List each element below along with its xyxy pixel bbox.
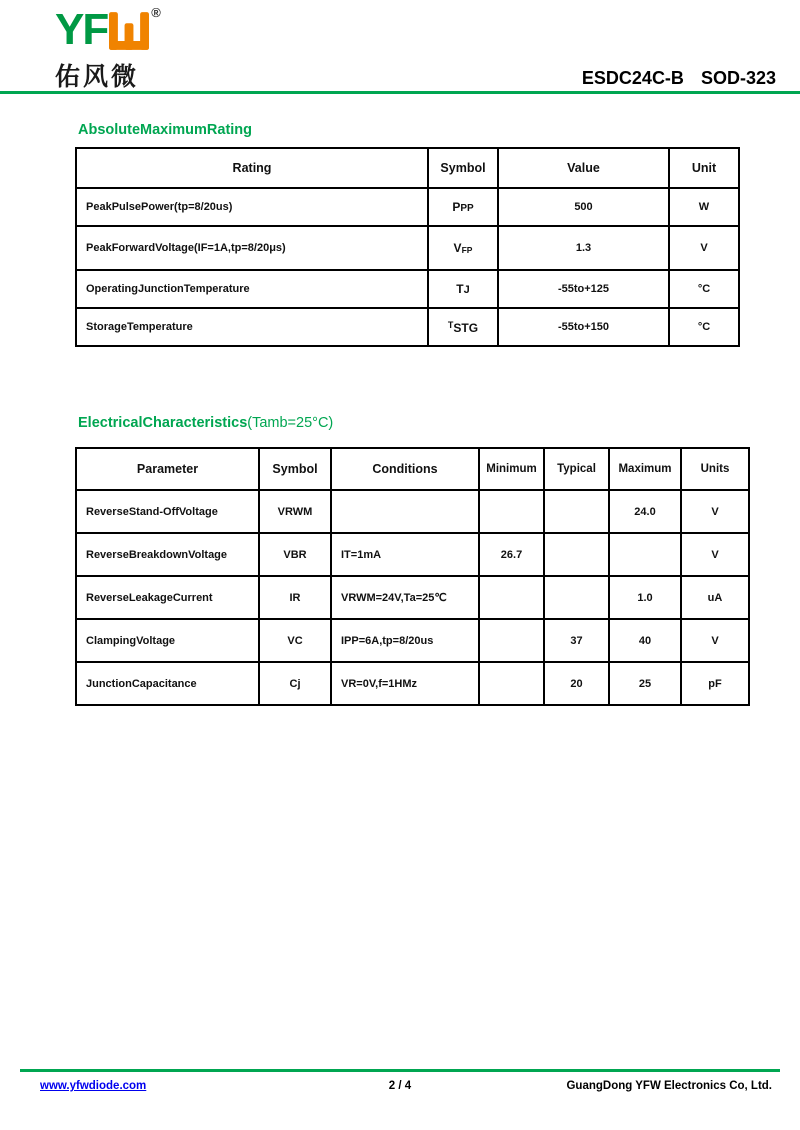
col-typical: Typical bbox=[544, 448, 609, 490]
page-number: 2 / 4 bbox=[388, 1080, 412, 1092]
conditions-cell: IPP=6A,tp=8/20us bbox=[331, 619, 479, 662]
unit-cell: V bbox=[669, 226, 739, 270]
table-row bbox=[76, 226, 739, 270]
symbol-cell bbox=[428, 226, 498, 270]
rating-cell: OperatingJunctionTemperature bbox=[76, 270, 428, 308]
value-cell: 1.3 bbox=[498, 226, 669, 270]
table-row bbox=[76, 308, 739, 346]
table-row bbox=[76, 662, 749, 705]
symbol-cell: VC bbox=[259, 619, 331, 662]
table-row bbox=[76, 576, 749, 619]
value-cell: -55to+125 bbox=[498, 270, 669, 308]
symbol-main: T bbox=[447, 319, 454, 330]
conditions-cell: VR=0V,f=1HMz bbox=[331, 662, 479, 705]
units-cell: uA bbox=[681, 576, 749, 619]
registered-mark: ® bbox=[151, 5, 161, 20]
min-cell bbox=[479, 619, 544, 662]
symbol-cell: VRWM bbox=[259, 490, 331, 533]
typ-cell bbox=[544, 490, 609, 533]
abs-max-table bbox=[75, 147, 740, 347]
units-cell: V bbox=[681, 490, 749, 533]
units-cell: V bbox=[681, 533, 749, 576]
symbol-main: P bbox=[452, 200, 461, 214]
col-minimum: Minimum bbox=[479, 448, 544, 490]
symbol-cell: IR bbox=[259, 576, 331, 619]
symbol-sub: FP bbox=[461, 245, 473, 255]
min-cell bbox=[479, 662, 544, 705]
col-units: Units bbox=[681, 448, 749, 490]
elec-char-heading-condition: (Tamb=25°C) bbox=[247, 415, 334, 431]
unit-cell: °C bbox=[669, 270, 739, 308]
value-cell: 500 bbox=[498, 188, 669, 226]
symbol-cell bbox=[428, 188, 498, 226]
header-divider bbox=[0, 91, 800, 94]
symbol-cell: VBR bbox=[259, 533, 331, 576]
website-link[interactable]: www.yfwdiode.com bbox=[40, 1080, 147, 1092]
logo-chinese-name: 佑风微 bbox=[55, 63, 140, 91]
rating-cell: StorageTemperature bbox=[76, 308, 428, 346]
page-title bbox=[582, 68, 776, 89]
max-cell: 24.0 bbox=[609, 490, 681, 533]
symbol-sub: J bbox=[463, 284, 470, 296]
symbol-main: V bbox=[453, 241, 462, 255]
unit-cell: °C bbox=[669, 308, 739, 346]
elec-char-heading bbox=[78, 415, 333, 431]
table-row bbox=[76, 188, 739, 226]
parameter-cell: ReverseStand-OffVoltage bbox=[76, 490, 259, 533]
max-cell: 40 bbox=[609, 619, 681, 662]
unit-cell: W bbox=[669, 188, 739, 226]
part-number: ESDC24C-B bbox=[581, 68, 684, 88]
elec-char-table bbox=[75, 447, 750, 706]
conditions-cell: IT=1mA bbox=[331, 533, 479, 576]
elec-char-heading-main: ElectricalCharacteristics bbox=[78, 415, 248, 431]
symbol-cell bbox=[428, 308, 498, 346]
col-unit: Unit bbox=[669, 148, 739, 188]
table-row bbox=[76, 270, 739, 308]
max-cell: 25 bbox=[609, 662, 681, 705]
parameter-cell: ClampingVoltage bbox=[76, 619, 259, 662]
symbol-cell: Cj bbox=[259, 662, 331, 705]
symbol-sub: PP bbox=[460, 203, 474, 214]
elec-header-row bbox=[76, 448, 749, 490]
footer-divider bbox=[20, 1069, 780, 1072]
abs-max-header-row bbox=[76, 148, 739, 188]
typ-cell: 37 bbox=[544, 619, 609, 662]
min-cell: 26.7 bbox=[479, 533, 544, 576]
company-logo bbox=[55, 5, 161, 93]
table-row bbox=[76, 490, 749, 533]
company-name: GuangDong YFW Electronics Co, Ltd. bbox=[566, 1080, 772, 1092]
col-symbol: Symbol bbox=[428, 148, 498, 188]
col-maximum: Maximum bbox=[609, 448, 681, 490]
logo-w-icon bbox=[109, 12, 149, 54]
units-cell: pF bbox=[681, 662, 749, 705]
abs-max-heading: AbsoluteMaximumRating bbox=[78, 122, 253, 138]
parameter-cell: ReverseBreakdownVoltage bbox=[76, 533, 259, 576]
parameter-cell: ReverseLeakageCurrent bbox=[76, 576, 259, 619]
symbol-main: T bbox=[456, 282, 464, 296]
col-parameter: Parameter bbox=[76, 448, 259, 490]
symbol-cell bbox=[428, 270, 498, 308]
table-row bbox=[76, 619, 749, 662]
min-cell bbox=[479, 576, 544, 619]
parameter-cell: JunctionCapacitance bbox=[76, 662, 259, 705]
value-cell: -55to+150 bbox=[498, 308, 669, 346]
rating-cell: PeakForwardVoltage(IF=1A,tp=8/20μs) bbox=[76, 226, 428, 270]
package-name: SOD-323 bbox=[700, 68, 776, 88]
min-cell bbox=[479, 490, 544, 533]
rating-cell: PeakPulsePower(tp=8/20us) bbox=[76, 188, 428, 226]
table-row bbox=[76, 533, 749, 576]
col-value: Value bbox=[498, 148, 669, 188]
col-rating: Rating bbox=[76, 148, 428, 188]
logo-yf-text: YF bbox=[55, 5, 108, 54]
symbol-sub: STG bbox=[453, 320, 479, 335]
typ-cell bbox=[544, 533, 609, 576]
typ-cell: 20 bbox=[544, 662, 609, 705]
col-symbol: Symbol bbox=[259, 448, 331, 490]
col-conditions: Conditions bbox=[331, 448, 479, 490]
max-cell bbox=[609, 533, 681, 576]
units-cell: V bbox=[681, 619, 749, 662]
max-cell: 1.0 bbox=[609, 576, 681, 619]
conditions-cell: VRWM=24V,Ta=25℃ bbox=[331, 576, 479, 619]
conditions-cell bbox=[331, 490, 479, 533]
typ-cell bbox=[544, 576, 609, 619]
